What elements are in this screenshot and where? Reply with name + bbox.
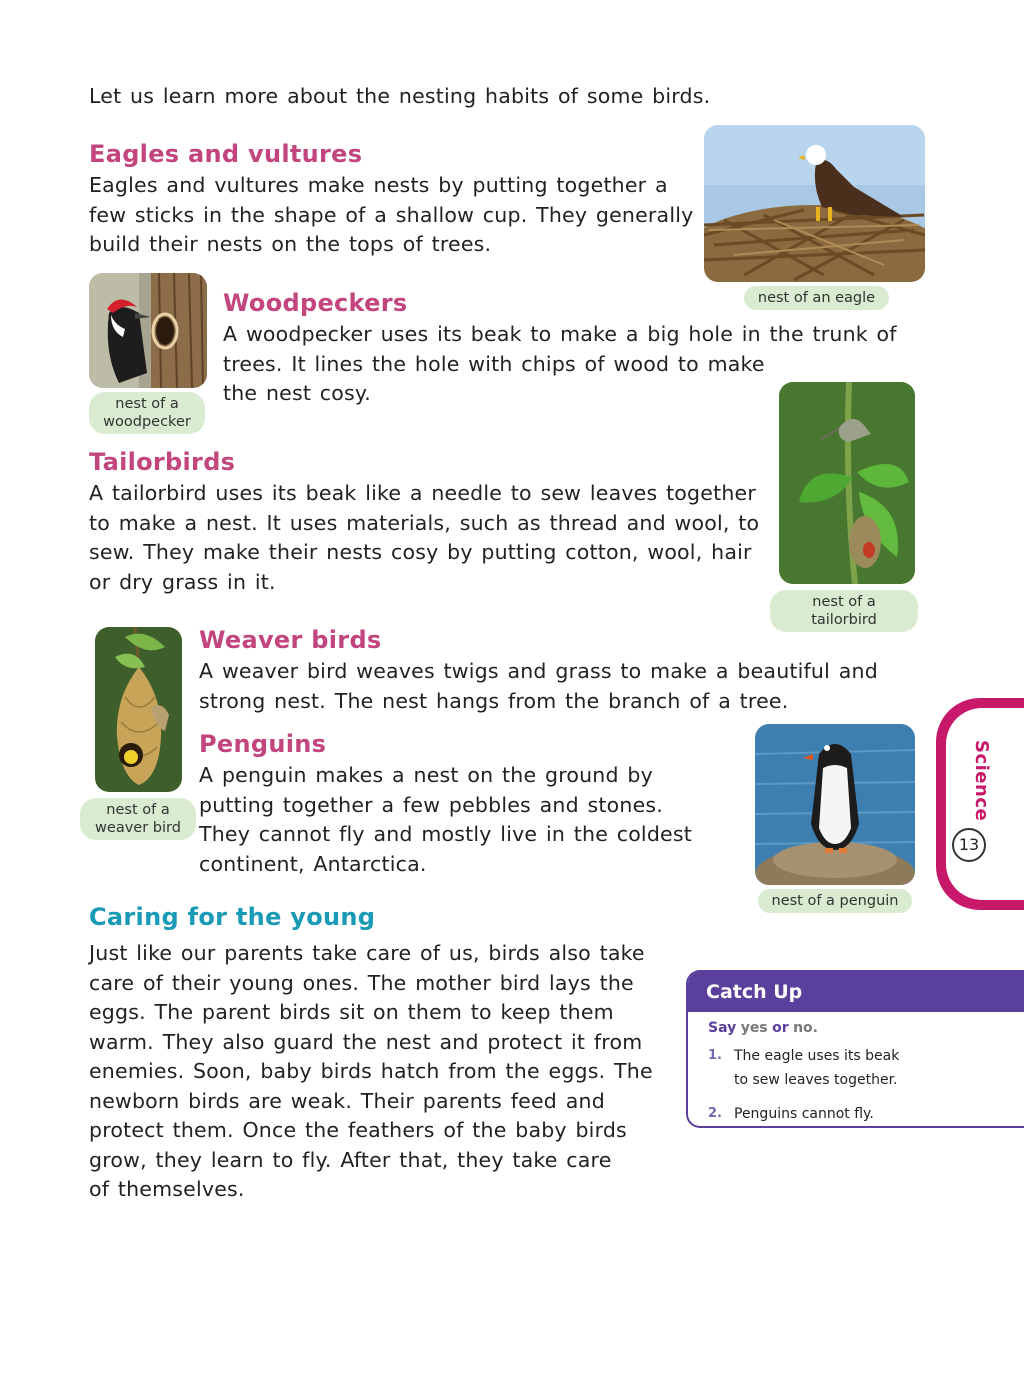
instruction-say: Say (708, 1020, 737, 1036)
subject-label: Science (971, 740, 992, 822)
penguins-line: putting together a few pebbles and stones. (199, 792, 663, 817)
caption-woodpecker (89, 392, 205, 434)
weaver-paragraph (199, 657, 899, 716)
caption-weaver-line: nest of a (106, 802, 170, 818)
question-number: 2. (708, 1106, 722, 1121)
tailorbird-nest-photo (779, 382, 915, 584)
question-number: 1. (708, 1048, 722, 1063)
catch-up-instruction (708, 1020, 1008, 1036)
caring-line: newborn birds are weak. Their parents feed and (89, 1088, 605, 1113)
heading-weaver-birds: Weaver birds (199, 626, 382, 654)
catch-up-body (688, 1012, 1024, 1126)
heading-tailorbirds: Tailorbirds (89, 448, 236, 476)
caring-line: care of their young ones. The mother bird lays the (89, 970, 634, 995)
caption-weaver (80, 798, 196, 840)
caption-woodpecker-line: woodpecker (103, 414, 191, 430)
heading-penguins: Penguins (199, 730, 327, 758)
woodpecker-nest-photo (89, 273, 207, 388)
woodpeckers-line: the nest cosy. (223, 381, 372, 405)
question-text: Penguins cannot fly. (734, 1106, 874, 1122)
heading-caring: Caring for the young (89, 903, 376, 931)
instruction-no: no. (793, 1020, 818, 1036)
caring-line: enemies. Soon, baby birds hatch from the eggs. The (89, 1059, 653, 1083)
eagles-paragraph (89, 171, 699, 260)
weaver-nest-photo (95, 627, 182, 792)
caption-weaver-line: weaver bird (95, 820, 181, 836)
weaver-line: strong nest. The nest hangs from the branch of a tree. (199, 688, 789, 713)
caring-line: warm. They also guard the nest and protect it from (89, 1029, 643, 1054)
tailorbirds-line: A tailorbird uses its beak like a needle to sew leaves together (89, 481, 756, 505)
heading-eagles: Eagles and vultures (89, 140, 363, 168)
page-number: 13 (952, 828, 986, 862)
caring-line: of themselves. (89, 1177, 245, 1201)
caring-line: protect them. Once the feathers of the baby birds (89, 1118, 627, 1142)
woodpeckers-line: A woodpecker uses its beak to make a big hole in the trunk of (223, 322, 897, 346)
woodpeckers-line: trees. It lines the hole with chips of wood to make (223, 351, 765, 376)
penguins-line: They cannot fly and mostly live in the coldest (199, 822, 692, 846)
question-line: The eagle uses its beak (734, 1048, 900, 1064)
heading-woodpeckers: Woodpeckers (223, 289, 408, 317)
caption-penguin: nest of a penguin (758, 889, 912, 913)
weaver-line: A weaver bird weaves twigs and grass to make a beautiful and (199, 659, 878, 683)
caption-eagle: nest of an eagle (744, 286, 889, 310)
tailorbirds-line: to make a nest. It uses materials, such as thread and wool, to (89, 510, 760, 535)
eagles-line: build their nests on the tops of trees. (89, 232, 492, 256)
penguin-nest-photo (755, 724, 915, 885)
caring-line: eggs. The parent birds sit on them to keep them (89, 1000, 614, 1024)
tailorbirds-paragraph (89, 479, 769, 597)
caring-paragraph (89, 939, 679, 1205)
caption-woodpecker-line: nest of a (115, 396, 179, 412)
intro-text: Let us learn more about the nesting habits of some birds. (89, 84, 711, 108)
question-line: to sew leaves together. (734, 1072, 898, 1088)
tailorbirds-line: or dry grass in it. (89, 569, 276, 594)
catch-up-question (708, 1102, 1008, 1126)
eagles-line: few sticks in the shape of a shallow cup. They generally (89, 202, 694, 227)
eagle-nest-photo (704, 125, 925, 282)
catch-up-box (686, 970, 1024, 1128)
penguins-line: continent, Antarctica. (199, 851, 427, 876)
caring-line: grow, they learn to fly. After that, they take care (89, 1147, 612, 1172)
caring-line: Just like our parents take care of us, birds also take (89, 941, 645, 965)
catch-up-title: Catch Up (688, 972, 1024, 1012)
instruction-yes: yes (740, 1020, 768, 1036)
instruction-or: or (772, 1020, 789, 1036)
penguins-line: A penguin makes a nest on the ground by (199, 763, 653, 787)
eagles-line: Eagles and vultures make nests by putting together a (89, 173, 668, 197)
penguins-paragraph (199, 761, 739, 879)
tailorbirds-line: sew. They make their nests cosy by putting cotton, wool, hair (89, 540, 752, 564)
question-text (734, 1044, 1008, 1092)
catch-up-question (708, 1044, 1008, 1092)
caption-tailorbird: nest of a tailorbird (770, 590, 918, 632)
